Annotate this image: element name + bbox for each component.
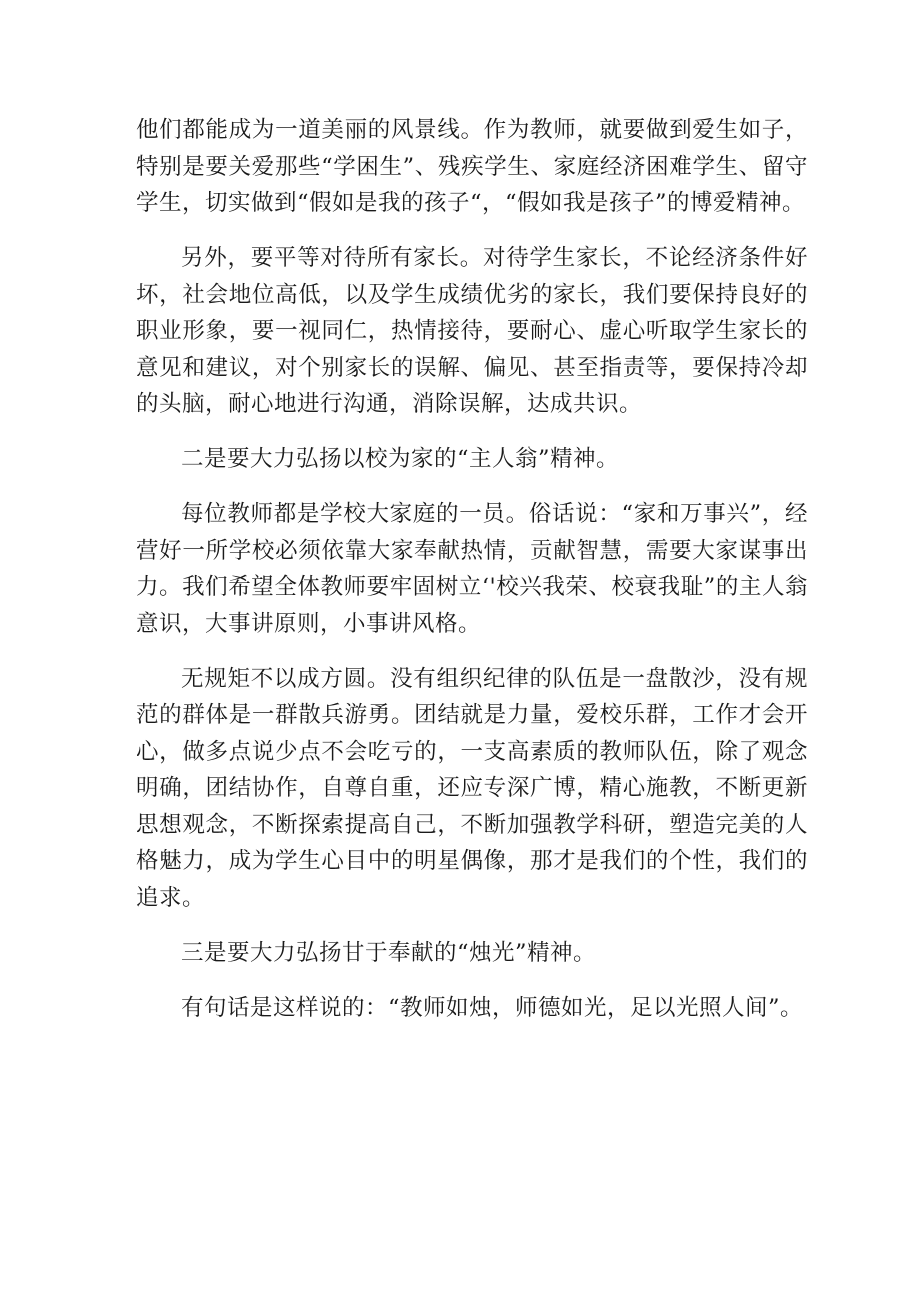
paragraph-parents: 另外，要平等对待所有家长。对待学生家长，不论经济条件好坏，社会地位高低，以及学生成绩优劣的家长，我们要保持良好的职业形象，要一视同仁，热情接待，要耐心、虚心听取学生家长的意见和建议，对个别家长的误解、偏见、甚至指责等，要保持冷却的头脑，耐心地进行沟通，消除误解，达成共识。 [136,245,808,417]
paragraph-candle: 有句话是这样说的：“教师如烛，师德如光，足以光照人间”。 [181,994,804,1021]
section-heading-two: 二是要大力弘扬以校为家的“主人翁”精神。 [181,446,620,472]
paragraph-school-family: 每位教师都是学校大家庭的一员。俗话说：“家和万事兴”，经营好一所学校必须依靠大家奉献热情，贡献智慧，需要大家谋事出力。我们希望全体教师要牢固树立‘'校兴我荣、校衰我耻”的主人翁意识，大事讲原则，小事讲风格。 [136,501,808,637]
paragraph-continuation: 他们都能成为一道美丽的风景线。作为教师，就要做到爱生如子，特别是要关爱那些“学困生”、残疾学生、家庭经济困难学生、留守学生，切实做到“假如是我的孩子“，“假如我是孩子”的博爱精神。 [136,117,808,216]
document-body [136,112,808,1045]
paragraph-discipline: 无规矩不以成方圆。没有组织纪律的队伍是一盘散沙，没有规范的群体是一群散兵游勇。团结就是力量，爱校乐群，工作才会开心，做多点说少点不会吃亏的，一支高素质的教师队伍，除了观念明确，团结协作，自尊自重，还应专深广博，精心施教，不断更新思想观念，不断探索提高自己，不断加强教学科研，塑造完美的人格魅力，成为学生心目中的明星偶像，那才是我们的个性，我们的追求。 [136,665,808,911]
section-heading-three: 三是要大力弘扬甘于奉献的“烛光”精神。 [181,939,597,966]
